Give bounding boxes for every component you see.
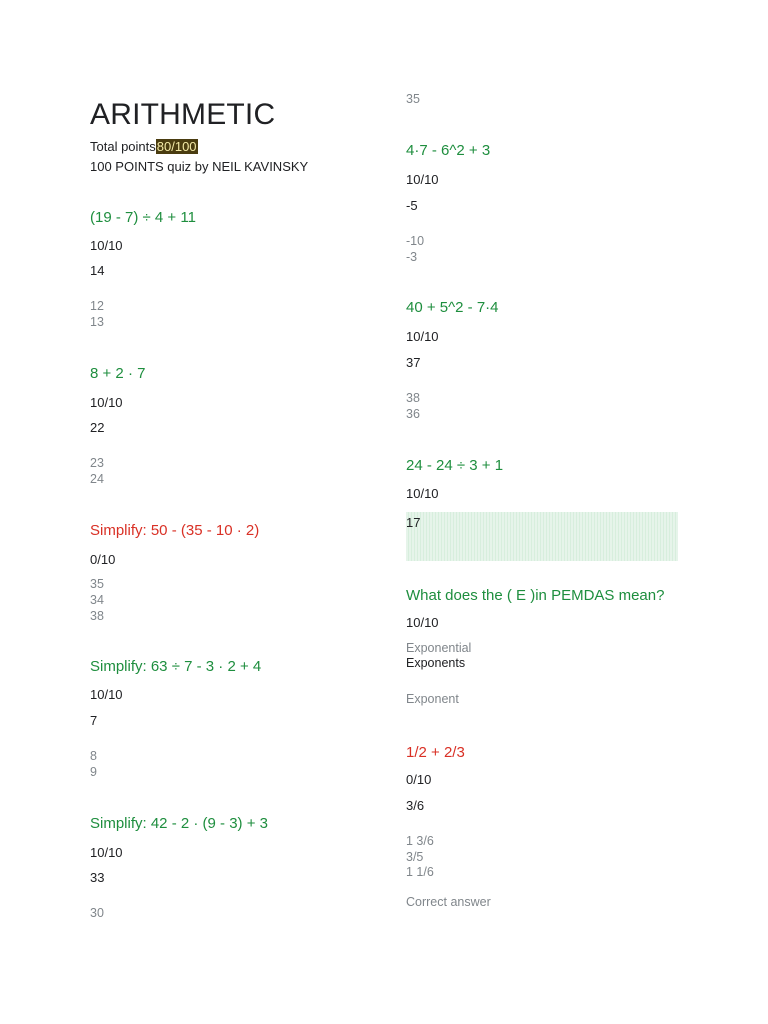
question-title: Simplify: 63 ÷ 7 - 3 · 2 + 4 (90, 658, 262, 675)
selected-answer: -5 (406, 198, 418, 213)
total-points-value: 80/100 (156, 139, 197, 154)
question-score: 10/10 (90, 395, 123, 410)
answer-option: 8 (90, 749, 97, 763)
answer-option: 13 (90, 315, 104, 329)
question-title: Simplify: 42 - 2 · (9 - 3) + 3 (90, 815, 268, 832)
question-score: 10/10 (406, 329, 439, 344)
answer-option: Exponential (406, 641, 472, 655)
answer-option: 36 (406, 407, 420, 421)
quiz-subtitle: 100 POINTS quiz by NEIL KAVINSKY (90, 159, 309, 174)
question-title: Simplify: 50 - (35 - 10 · 2) (90, 522, 260, 539)
question-score: 10/10 (90, 238, 123, 253)
answer-option: 30 (90, 906, 104, 920)
question-title: 4·7 - 6^2 + 3 (406, 142, 491, 159)
answer-option: -10 (406, 234, 425, 248)
correct-answer-label: Correct answer (406, 895, 491, 909)
answer-option: 23 (90, 456, 104, 470)
selected-answer: 17 (406, 515, 421, 530)
question-score: 10/10 (90, 845, 123, 860)
answer-option: Exponent (406, 692, 459, 706)
selected-answer: 3/6 (406, 798, 425, 813)
total-points (90, 139, 198, 154)
answer-option: -3 (406, 250, 418, 264)
answer-option: 38 (90, 609, 104, 623)
selected-answer: 7 (90, 713, 98, 728)
question-title: 40 + 5^2 - 7·4 (406, 299, 499, 316)
answer-option: 38 (406, 391, 420, 405)
answer-option: 1 1/6 (406, 865, 434, 879)
question-title: 24 - 24 ÷ 3 + 1 (406, 457, 504, 474)
question-score: 10/10 (406, 172, 439, 187)
selected-answer: 33 (90, 870, 105, 885)
question-title: (19 - 7) ÷ 4 + 11 (90, 209, 196, 226)
correct-answer-highlight (406, 512, 678, 561)
answer-option: 35 (406, 92, 420, 106)
page-title: ARITHMETIC (90, 98, 276, 131)
selected-answer: 37 (406, 355, 421, 370)
question-score: 0/10 (406, 772, 432, 787)
answer-option: 9 (90, 765, 97, 779)
question-score: 10/10 (90, 687, 123, 702)
answer-option: 1 3/6 (406, 834, 434, 848)
selected-answer: Exponents (406, 656, 466, 670)
question-title: What does the ( E )in PEMDAS mean? (406, 587, 665, 604)
question-score: 10/10 (406, 486, 439, 501)
answer-option: 24 (90, 472, 104, 486)
question-score: 0/10 (90, 552, 116, 567)
question-score: 10/10 (406, 615, 439, 630)
answer-option: 35 (90, 577, 104, 591)
answer-option: 3/5 (406, 850, 424, 864)
selected-answer: 14 (90, 263, 105, 278)
answer-option: 12 (90, 299, 104, 313)
total-points-label: Total points (90, 139, 156, 154)
question-title: 8 + 2 · 7 (90, 365, 146, 382)
answer-option: 34 (90, 593, 104, 607)
question-title: 1/2 + 2/3 (406, 744, 465, 761)
selected-answer: 22 (90, 420, 105, 435)
